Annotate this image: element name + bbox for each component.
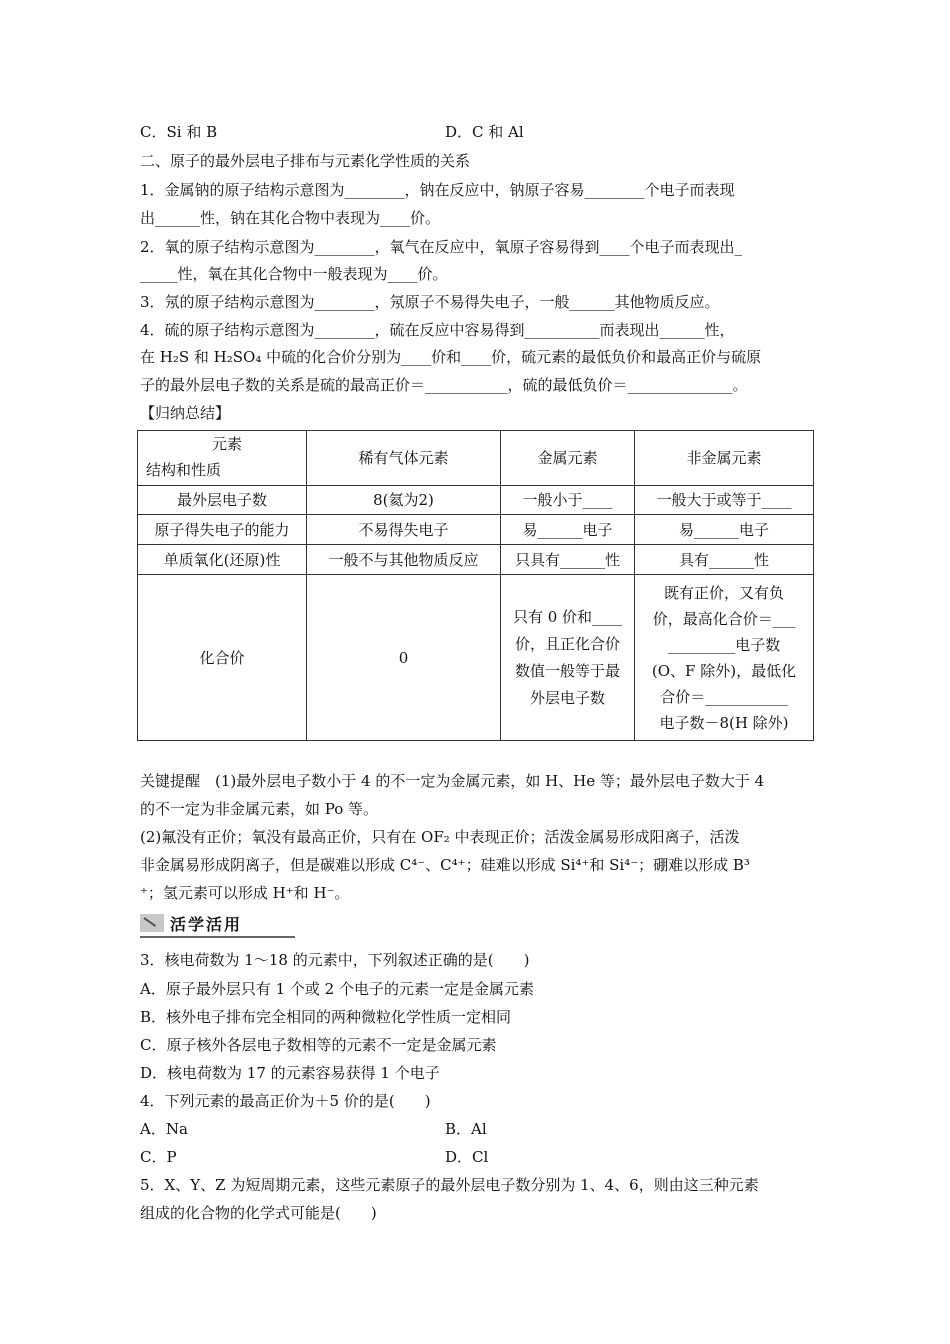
table-cell: 既有正价，又有负 价，最高化合价＝___ _________电子数 (O、F 除外)，最低化 合价＝___________ 电子数－8(H 除外) [635,575,814,741]
column-header: 非金属元素 [635,431,814,486]
question-3: 3．核电荷数为 1～18 的元素中，下列叙述正确的是( ) [140,951,530,969]
table-cell: 一般小于____ [501,486,635,515]
row-label: 化合价 [138,575,307,741]
table-cell: 易______电子 [635,515,814,545]
option-d: D．C 和 Al [445,123,524,141]
table-cell: 一般不与其他物质反应 [307,545,501,575]
question-option: A．原子最外层只有 1 个或 2 个电子的元素一定是金属元素 [140,980,534,998]
header-bottom-label: 结构和性质 [146,461,222,479]
row-label: 最外层电子数 [138,486,307,515]
item-line: _____性，氧在其化合物中一般表现为____价。 [140,265,448,283]
item-line: 出______性，钠在其化合物中表现为____价。 [140,209,441,227]
table-cell: 易______电子 [501,515,635,545]
key-tip-line: 的不一定为非金属元素，如 Po 等。 [140,800,379,818]
table-cell: 不易得失电子 [307,515,501,545]
question-option: B．Al [445,1120,487,1138]
question-5-continued: 组成的化合物的化学式可能是( ) [140,1204,377,1222]
column-header: 金属元素 [501,431,635,486]
key-tip-line: ⁺；氢元素可以形成 H⁺和 H⁻。 [140,884,350,902]
key-tip-line: 非金属易形成阴离子，但是碳难以形成 C⁴⁻、C⁴⁺；硅难以形成 Si⁴⁺和 Si⁴⁻；硼难以形成 B³ [140,856,750,874]
table-cell: 只有 0 价和____ 价，且正化合价 数值一般等于最 外层电子数 [501,575,635,741]
section-title: 二、原子的最外层电子排布与元素化学性质的关系 [140,152,471,170]
question-option: D．Cl [445,1148,489,1166]
key-tip-line: (2)氟没有正价；氧没有最高正价，只有在 OF₂ 中表现正价；活泼金属易形成阳离子，活泼 [140,828,740,846]
practice-banner [140,910,295,936]
row-label: 原子得失电子的能力 [138,515,307,545]
table-cell: 0 [307,575,501,741]
question-option: D．核电荷数为 17 的元素容易获得 1 个电子 [140,1064,440,1082]
item-line: 子的最外层电子数的关系是硫的最高正价＝___________，硫的最低负价＝______________。 [140,376,748,394]
item-line: 在 H₂S 和 H₂SO₄ 中硫的化合价分别为____价和____价，硫元素的最低负价和最高正价与硫原 [140,348,762,366]
table-cell: 8(氦为2) [307,486,501,515]
question-4: 4．下列元素的最高正价为＋5 价的是( ) [140,1092,431,1110]
table-cell: 只具有______性 [501,545,635,575]
pencil-icon [140,914,164,932]
question-option: B．核外电子排布完全相同的两种微粒化学性质一定相同 [140,1008,512,1026]
question-option: C．P [140,1148,177,1166]
question-option: C．原子核外各层电子数相等的元素不一定是金属元素 [140,1036,497,1054]
option-c: C．Si 和 B [140,123,218,141]
question-option: A．Na [140,1120,188,1138]
column-header: 稀有气体元素 [307,431,501,486]
table-cell: 一般大于或等于____ [635,486,814,515]
summary-title: 【归纳总结】 [140,404,231,422]
table-cell: 具有______性 [635,545,814,575]
item-line: 4．硫的原子结构示意图为________，硫在反应中容易得到__________而表现出______性， [140,321,735,339]
table-corner-header [138,431,307,486]
banner-title: 活学活用 [170,915,243,934]
row-label: 单质氧化(还原)性 [138,545,307,575]
banner-underline [140,936,295,938]
item-line: 2．氧的原子结构示意图为________，氧气在反应中，氧原子容易得到____个电子而表现出_ [140,238,743,256]
item-line: 1．金属钠的原子结构示意图为________，钠在反应中，钠原子容易________个电子而表现 [140,181,735,199]
item-line: 3．氖的原子结构示意图为________，氖原子不易得失电子，一般______其他物质反应。 [140,293,720,311]
summary-table [137,430,814,741]
key-tip-line: 关键提醒 (1)最外层电子数小于 4 的不一定为金属元素，如 H、He 等；最外层电子数大于 4 [140,772,765,790]
question-5: 5．X、Y、Z 为短周期元素，这些元素原子的最外层电子数分别为 1、4、6，则由这三种元素 [140,1176,759,1194]
header-top-label: 元素 [212,435,243,453]
